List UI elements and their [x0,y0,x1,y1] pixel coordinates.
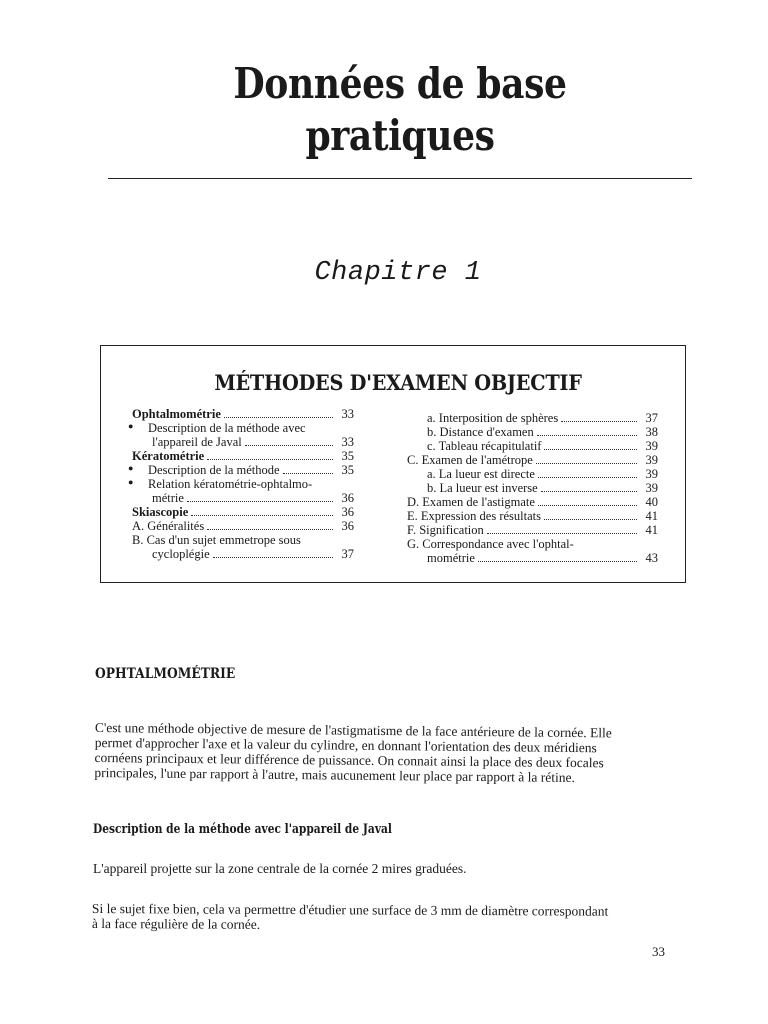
toc-page-number: 41 [645,523,658,537]
toc-page-number: 33 [341,435,354,449]
toc-entry-label: Kératométrie [132,449,205,463]
toc-page-number: 36 [341,519,354,533]
toc-entry-continuation [132,435,354,449]
page-title [56,58,744,162]
toc-page-number: 33 [341,407,354,421]
toc-leader-dots [224,417,333,418]
toc-page-number: 36 [341,505,354,519]
toc-heading: MÉTHODES D'EXAMEN OBJECTIF [214,370,582,395]
toc-entry [132,477,354,491]
toc-page-number: 35 [341,449,354,463]
toc-entry [407,523,658,537]
toc-right-column [407,411,658,565]
toc-entry [132,421,354,435]
toc-entry-label: Ophtalmométrie [132,407,221,421]
toc-entry-continuation [132,491,354,505]
toc-leader-dots [207,529,333,530]
toc-entry [407,453,658,467]
title-divider [108,178,692,179]
toc-entry-label: b. La lueur est inverse [427,481,538,495]
toc-entry-label: E. Expression des résultats [407,509,542,523]
toc-leader-dots [283,473,333,474]
toc-page-number: 39 [645,453,658,467]
toc-leader-dots [187,501,333,502]
toc-page-number: 39 [645,467,658,481]
toc-entry-label: b. Distance d'examen [427,425,534,439]
toc-entry [407,537,658,551]
toc-leader-dots [191,515,333,516]
paragraph-appareil: L'appareil projette sur la zone centrale de la cornée 2 mires graduées. [93,861,467,876]
toc-page-number: 39 [645,481,658,495]
toc-entry [407,467,658,481]
toc-entry [132,407,354,421]
toc-left-column [132,407,354,561]
toc-leader-dots [478,561,637,562]
paragraph-line: à la face régulière de la cornée. [91,915,261,932]
toc-leader-dots [245,445,333,446]
toc-entry-label: c. Tableau récapitulatif [427,439,542,453]
toc-entry-label: ● Description de la méthode avec [148,421,306,435]
toc-entry-label: F. Signification [407,523,484,537]
toc-leader-dots [538,505,637,506]
toc-entry-label: Skiascopie [132,505,189,519]
toc-entry-label: a. La lueur est directe [427,467,535,481]
toc-entry [132,533,354,547]
toc-leader-dots [561,421,637,422]
toc-leader-dots [544,519,637,520]
page-title-line-2: pratiques [305,111,495,160]
toc-page-number: 39 [645,439,658,453]
paragraph-line: cornéens principaux et leur différence de puissance. On connait ainsi la place des deux focales [94,749,604,771]
toc-page-number: 40 [645,495,658,509]
toc-leader-dots [536,463,637,464]
paragraph-line: permet d'approcher l'axe et la valeur du cylindre, en donnant l'orientation des deux méridiens [94,734,597,756]
toc-page-number: 41 [645,509,658,523]
toc-entry [407,411,658,425]
toc-page-number: 36 [341,491,354,505]
toc-entry-label-cont: cycloplégie [152,547,210,561]
toc-entry-label: D. Examen de l'astigmate [407,495,535,509]
page-number: 33 [652,944,665,959]
toc-page-number: 37 [645,411,658,425]
toc-leader-dots [213,557,333,558]
toc-leader-dots [537,435,637,436]
toc-entry-label-cont: métrie [152,491,184,505]
toc-entry-label-cont: mométrie [427,551,475,565]
toc-entry-continuation [407,551,658,565]
paragraph-line: principales, l'une par rapport à l'autre, mais aucunement leur place par rapport à la rétine. [94,764,576,786]
toc-page-number: 35 [341,463,354,477]
toc-entry [407,439,658,453]
toc-entry [407,509,658,523]
toc-leader-dots [538,477,637,478]
paragraph-line: C'est une méthode objective de mesure de l'astigmatisme de la face antérieure de la cornée. Elle [94,720,612,741]
page-title-line-1: Données de base [233,59,567,108]
toc-page-number: 43 [645,551,658,565]
toc-entry [132,505,354,519]
toc-entry-label: a. Interposition de sphères [427,411,559,425]
toc-entry [132,449,354,463]
toc-entry-label-cont: l'appareil de Javal [152,435,242,449]
toc-page-number: 38 [645,425,658,439]
chapter-label: Chapitre 1 [314,258,482,288]
toc-entry [132,463,354,477]
toc-entry [407,425,658,439]
toc-leader-dots [487,533,637,534]
paragraph-intro [94,720,677,786]
toc-page-number: 37 [341,547,354,561]
toc-entry-continuation [132,547,354,561]
section-heading: OPHTALMOMÉTRIE [95,666,236,682]
toc-leader-dots [544,449,637,450]
toc-entry-label: G. Correspondance avec l'ophtal- [407,537,574,551]
subsection-heading: Description de la méthode avec l'appareil de Javal [93,822,392,837]
toc-entry-label: ● Relation kératométrie-ophtalmo- [148,477,312,491]
paragraph-line: Si le sujet fixe bien, cela va permettre d'étudier une surface de 3 mm de diamètre correspondant [91,901,609,919]
toc-entry-label: A. Généralités [132,519,205,533]
toc-entry [407,495,658,509]
paragraph-fixation [92,901,677,934]
toc-leader-dots [207,459,333,460]
toc-entry [407,481,658,495]
toc-entry [132,519,354,533]
toc-entry-label: ● Description de la méthode [148,463,280,477]
toc-leader-dots [541,491,637,492]
toc-entry-label: B. Cas d'un sujet emmetrope sous [132,533,301,547]
toc-entry-label: C. Examen de l'amétrope [407,453,533,467]
